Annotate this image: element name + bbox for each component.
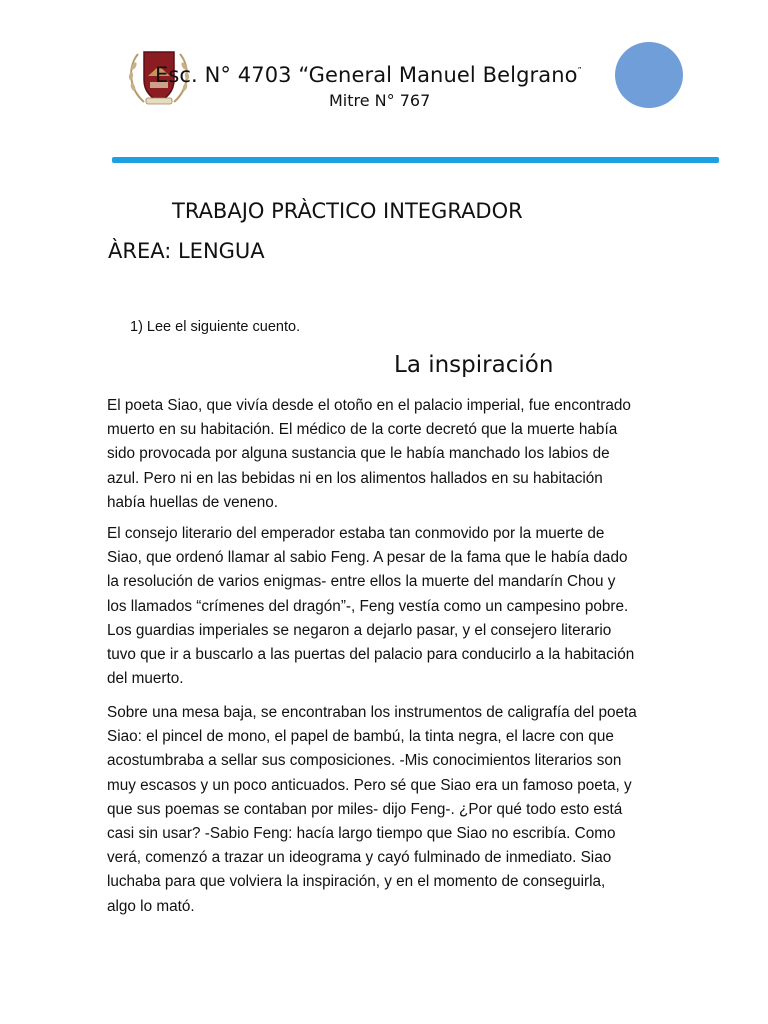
story-paragraph: Sobre una mesa baja, se encontraban los instrumentos de caligrafía del poeta Siao: el pincel de mono, el papel de bambú, la tinta negra, el lacre con que acostumbraba a sellar sus composiciones. -Mis conocimientos literarios son muy escasos y un poco anticuados. Pero sé que Siao era un famoso poeta, y que sus poemas se contaban por miles- dijo Feng-. ¿Por qué todo esto está casi sin usar? -Sabio Feng: hacía largo tiempo que Siao no escribía. Como verá, comenzó a trazar un ideograma y cayó fulminado de inmediato. Siao luchaba para que volviera la inspiración, y en el momento de conseguirla, algo lo mató. bbox=[107, 704, 637, 915]
subject-area: ÀREA: LENGUA bbox=[108, 239, 265, 263]
document-title: TRABAJO PRÀCTICO INTEGRADOR bbox=[172, 199, 523, 223]
school-address: Mitre N° 767 bbox=[329, 91, 431, 110]
story-title: La inspiración bbox=[394, 352, 554, 378]
story-paragraph: El poeta Siao, que vivía desde el otoño en el palacio imperial, fue encontrado muerto en su habitación. El médico de la corte decretó que la muerte había sido provocada por alguna sustancia que le había manchado los labios de azul. Pero ni en las bebidas ni en los alimentos hallados en su habitación había huellas de veneno. bbox=[107, 397, 631, 511]
story-paragraph: El consejo literario del emperador estaba tan conmovido por la muerte de Siao, que ordenó llamar al sabio Feng. A pesar de la fama que le había dado la resolución de varios enigmas- entre ellos la muerte del mandarín Chou y los llamados “crímenes del dragón”-, Feng vestía como un campesino pobre. Los guardias imperiales se negaron a dejarlo pasar, y el consejero literario tuvo que ir a buscarlo a las puertas del palacio para conducirlo a la habitación del muerto. bbox=[107, 525, 635, 688]
school-name: Esc. N° 4703 “General Manuel Belgrano” bbox=[155, 63, 582, 87]
decorative-circle bbox=[615, 42, 683, 108]
instruction-item: 1) Lee el siguiente cuento. bbox=[130, 319, 301, 335]
header-divider bbox=[112, 157, 719, 163]
